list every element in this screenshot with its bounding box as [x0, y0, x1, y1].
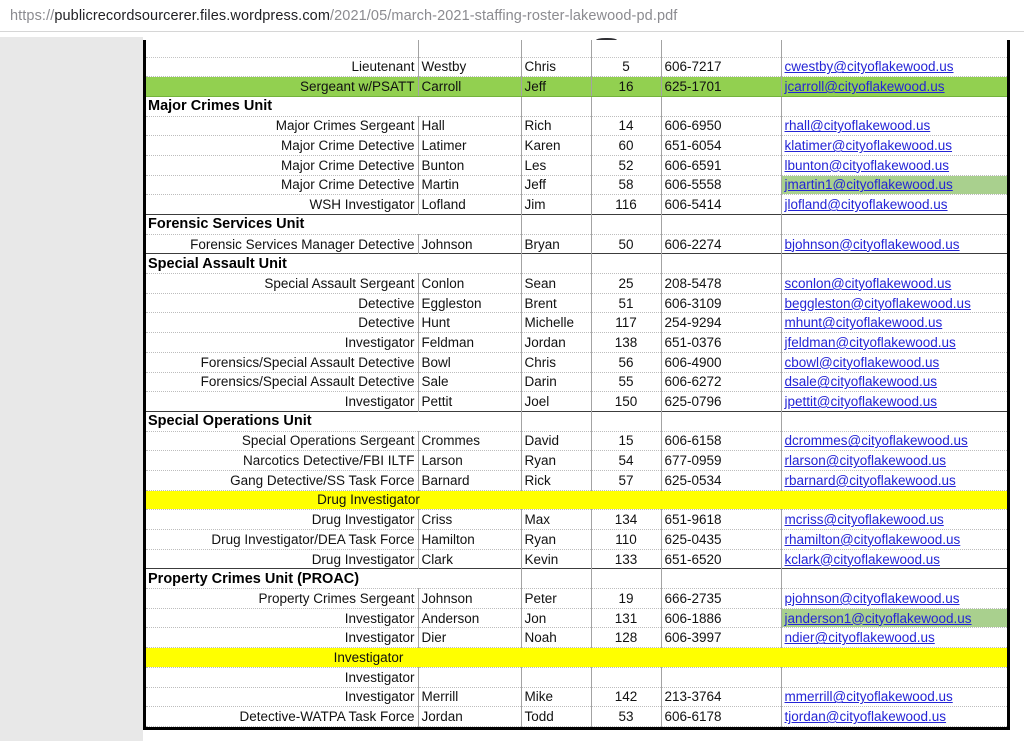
number-cell: 55: [591, 372, 661, 392]
email-cell: [781, 648, 1007, 668]
phone-cell: [661, 411, 781, 431]
phone-cell: 606-6272: [661, 372, 781, 392]
last-name-cell: Martin: [418, 175, 521, 195]
title-cell: Investigator: [146, 392, 418, 412]
email-link[interactable]: bjohnson@cityoflakewood.us: [784, 236, 960, 252]
title-cell: Drug Investigator: [146, 510, 418, 530]
last-name-cell: Larson: [418, 451, 521, 471]
first-name-cell: Jim: [521, 195, 591, 215]
roster-row: [146, 392, 1007, 412]
phone-cell: 625-0435: [661, 530, 781, 550]
email-cell: [781, 175, 1007, 195]
email-cell: [781, 530, 1007, 550]
first-name-cell: Jordan: [521, 333, 591, 353]
email-cell: [781, 293, 1007, 313]
number-cell: 15: [591, 431, 661, 451]
first-name-cell: [521, 569, 591, 589]
first-name-cell: [521, 667, 591, 687]
email-link[interactable]: jlofland@cityoflakewood.us: [784, 197, 948, 213]
roster-row: [146, 667, 1007, 687]
number-cell: [591, 215, 661, 235]
number-cell: 57: [591, 470, 661, 490]
email-cell: [781, 431, 1007, 451]
roster-row: [146, 628, 1007, 648]
number-cell: 56: [591, 352, 661, 372]
last-name-cell: Criss: [418, 510, 521, 530]
title-cell: Forensics/Special Assault Detective: [146, 372, 418, 392]
email-cell: [781, 96, 1007, 116]
first-name-cell: Jeff: [521, 175, 591, 195]
email-link[interactable]: mmerrill@cityoflakewood.us: [784, 689, 953, 705]
last-name-cell: Jordan: [418, 707, 521, 727]
phone-cell: 208-5478: [661, 274, 781, 294]
phone-cell: 606-5558: [661, 175, 781, 195]
phone-cell: 606-1886: [661, 608, 781, 628]
phone-cell: 606-4900: [661, 352, 781, 372]
number-cell: [591, 667, 661, 687]
email-cell: [781, 608, 1007, 628]
roster-row: [146, 333, 1007, 353]
title-cell: Investigator: [146, 687, 418, 707]
email-link[interactable]: beggleston@cityoflakewood.us: [784, 295, 971, 311]
email-link[interactable]: mhunt@cityoflakewood.us: [784, 315, 943, 331]
phone-cell: 651-9618: [661, 510, 781, 530]
number-cell: 52: [591, 155, 661, 175]
number-cell: 110: [591, 530, 661, 550]
roster-row: [146, 77, 1007, 97]
phone-cell: 606-3997: [661, 628, 781, 648]
title-cell: Narcotics Detective/FBI ILTF: [146, 451, 418, 471]
first-name-cell: [521, 96, 591, 116]
first-name-cell: Chris: [521, 352, 591, 372]
phone-cell: 625-1701: [661, 77, 781, 97]
number-cell: 19: [591, 589, 661, 609]
first-name-cell: Todd: [521, 707, 591, 727]
phone-cell: 606-6950: [661, 116, 781, 136]
phone-cell: 651-6520: [661, 549, 781, 569]
roster-row: [146, 687, 1007, 707]
email-cell: [781, 667, 1007, 687]
first-name-cell: David: [521, 431, 591, 451]
email-link[interactable]: rhall@cityoflakewood.us: [784, 118, 931, 134]
roster-row: [146, 57, 1007, 77]
phone-cell: 625-0534: [661, 470, 781, 490]
email-cell: [781, 451, 1007, 471]
phone-cell: 606-6591: [661, 155, 781, 175]
email-link[interactable]: cbowl@cityoflakewood.us: [784, 354, 940, 370]
email-link[interactable]: kclark@cityoflakewood.us: [784, 551, 941, 567]
phone-cell: [661, 96, 781, 116]
email-link[interactable]: jcarroll@cityoflakewood.us: [784, 79, 945, 95]
title-cell: Property Crimes Sergeant: [146, 589, 418, 609]
first-name-cell: Mike: [521, 687, 591, 707]
email-link[interactable]: rhamilton@cityoflakewood.us: [784, 531, 961, 547]
first-name-cell: Jeff: [521, 77, 591, 97]
first-name-cell: Karen: [521, 136, 591, 156]
email-cell: [781, 392, 1007, 412]
phone-cell: [661, 490, 781, 510]
first-name-cell: Ryan: [521, 530, 591, 550]
title-cell: Detective: [146, 293, 418, 313]
first-name-cell: [521, 215, 591, 235]
title-cell: Drug Investigator: [146, 490, 591, 510]
number-cell: [591, 490, 661, 510]
email-cell: [781, 313, 1007, 333]
title-cell: Major Crimes Sergeant: [146, 116, 418, 136]
roster-row: [146, 589, 1007, 609]
first-name-cell: Chris: [521, 57, 591, 77]
email-link[interactable]: dsale@cityoflakewood.us: [784, 374, 938, 390]
title-cell: Detective: [146, 313, 418, 333]
last-name-cell: [418, 667, 521, 687]
number-cell: 138: [591, 333, 661, 353]
first-name-cell: Peter: [521, 589, 591, 609]
last-name-cell: Hall: [418, 116, 521, 136]
section-header-row: [146, 254, 1007, 274]
last-name-cell: Carroll: [418, 77, 521, 97]
roster-row: [146, 510, 1007, 530]
email-link[interactable]: jfeldman@cityoflakewood.us: [784, 334, 956, 350]
title-cell: Major Crime Detective: [146, 175, 418, 195]
last-name-cell: Sale: [418, 372, 521, 392]
last-name-cell: Hunt: [418, 313, 521, 333]
email-link[interactable]: mcriss@cityoflakewood.us: [784, 512, 944, 528]
roster-row: [146, 293, 1007, 313]
email-cell: [781, 77, 1007, 97]
last-name-cell: Barnard: [418, 470, 521, 490]
title-cell: Investigator: [146, 608, 418, 628]
email-link[interactable]: cwestby@cityoflakewood.us: [784, 59, 954, 75]
email-cell: [781, 411, 1007, 431]
roster-row: [146, 431, 1007, 451]
first-name-cell: Sean: [521, 274, 591, 294]
last-name-cell: Johnson: [418, 234, 521, 254]
phone-cell: 606-6178: [661, 707, 781, 727]
email-cell: [781, 234, 1007, 254]
last-name-cell: Anderson: [418, 608, 521, 628]
phone-cell: 213-3764: [661, 687, 781, 707]
phone-cell: 651-0376: [661, 333, 781, 353]
title-cell: Forensic Services Manager Detective: [146, 234, 418, 254]
last-name-cell: Pettit: [418, 392, 521, 412]
phone-cell: [661, 667, 781, 687]
number-cell: 25: [591, 274, 661, 294]
roster-row: [146, 234, 1007, 254]
email-link[interactable]: jmartin1@cityoflakewood.us: [784, 177, 953, 193]
last-name-cell: Feldman: [418, 333, 521, 353]
phone-cell: 606-7217: [661, 57, 781, 77]
first-name-cell: Brent: [521, 293, 591, 313]
number-cell: [591, 254, 661, 274]
number-cell: 133: [591, 549, 661, 569]
title-cell: Investigator: [146, 648, 591, 668]
title-cell: Investigator: [146, 333, 418, 353]
roster-row: [146, 116, 1007, 136]
email-cell: [781, 352, 1007, 372]
number-cell: 134: [591, 510, 661, 530]
number-cell: 142: [591, 687, 661, 707]
first-name-cell: Rick: [521, 470, 591, 490]
first-name-cell: Max: [521, 510, 591, 530]
roster-row: [146, 470, 1007, 490]
email-cell: [781, 195, 1007, 215]
first-name-cell: Bryan: [521, 234, 591, 254]
email-cell: [781, 490, 1007, 510]
email-link[interactable]: sconlon@cityoflakewood.us: [784, 275, 952, 291]
title-cell: Special Operations Sergeant: [146, 431, 418, 451]
title-cell: Major Crime Detective: [146, 136, 418, 156]
number-cell: [591, 411, 661, 431]
phone-cell: [661, 648, 781, 668]
title-cell: Sergeant w/PSATT: [146, 77, 418, 97]
phone-cell: 606-2274: [661, 234, 781, 254]
email-link[interactable]: janderson1@cityoflakewood.us: [784, 610, 972, 626]
email-cell: [781, 116, 1007, 136]
url-scheme: https://: [10, 7, 55, 24]
vacant-position-row: [146, 648, 1007, 668]
number-cell: 14: [591, 116, 661, 136]
first-name-cell: Rich: [521, 116, 591, 136]
phone-cell: 606-5414: [661, 195, 781, 215]
roster-row: [146, 530, 1007, 550]
number-cell: 51: [591, 293, 661, 313]
email-cell: [781, 57, 1007, 77]
first-name-cell: Les: [521, 155, 591, 175]
first-name-cell: [521, 254, 591, 274]
email-cell: [781, 215, 1007, 235]
phone-cell: 606-3109: [661, 293, 781, 313]
last-name-cell: Dier: [418, 628, 521, 648]
roster-table-body: [146, 40, 1007, 726]
unit-name-cell: Property Crimes Unit (PROAC): [146, 569, 521, 589]
number-cell: 54: [591, 451, 661, 471]
number-cell: 128: [591, 628, 661, 648]
unit-name-cell: Forensic Services Unit: [146, 215, 521, 235]
last-name-cell: Conlon: [418, 274, 521, 294]
number-cell: 131: [591, 608, 661, 628]
email-cell: [781, 254, 1007, 274]
number-cell: [591, 648, 661, 668]
phone-cell: 606-6158: [661, 431, 781, 451]
email-cell: [781, 372, 1007, 392]
phone-cell: [661, 215, 781, 235]
email-link[interactable]: dcrommes@cityoflakewood.us: [784, 433, 968, 449]
first-name-cell: Darin: [521, 372, 591, 392]
phone-cell: 677-0959: [661, 451, 781, 471]
email-cell: [781, 510, 1007, 530]
last-name-cell: Westby: [418, 57, 521, 77]
title-cell: Investigator: [146, 667, 418, 687]
last-name-cell: Lofland: [418, 195, 521, 215]
last-name-cell: Hamilton: [418, 530, 521, 550]
last-name-cell: Bowl: [418, 352, 521, 372]
title-cell: Drug Investigator/DEA Task Force: [146, 530, 418, 550]
section-header-row: [146, 96, 1007, 116]
roster-row: [146, 136, 1007, 156]
last-name-cell: Latimer: [418, 136, 521, 156]
email-cell: [781, 155, 1007, 175]
roster-row: [146, 175, 1007, 195]
email-cell: [781, 549, 1007, 569]
number-cell: 50: [591, 234, 661, 254]
pdf-side-margin-panel: [0, 37, 143, 741]
number-cell: [591, 569, 661, 589]
email-cell: [781, 569, 1007, 589]
url-domain: publicrecordsourcerer.files.wordpress.com: [54, 7, 331, 24]
email-cell: [781, 136, 1007, 156]
title-cell: Gang Detective/SS Task Force: [146, 470, 418, 490]
email-cell: [781, 274, 1007, 294]
email-link[interactable]: rbarnard@cityoflakewood.us: [784, 472, 956, 488]
number-cell: 60: [591, 136, 661, 156]
phone-cell: 254-9294: [661, 313, 781, 333]
number-cell: [591, 96, 661, 116]
section-header-row: [146, 411, 1007, 431]
title-cell: Investigator: [146, 628, 418, 648]
number-cell: 5: [591, 57, 661, 77]
vacant-position-row: [146, 490, 1007, 510]
roster-row: [146, 352, 1007, 372]
phone-cell: [661, 254, 781, 274]
title-cell: Forensics/Special Assault Detective: [146, 352, 418, 372]
roster-row: [146, 549, 1007, 569]
email-cell: [781, 628, 1007, 648]
unit-name-cell: Major Crimes Unit: [146, 96, 521, 116]
last-name-cell: Crommes: [418, 431, 521, 451]
email-link[interactable]: tjordan@cityoflakewood.us: [784, 709, 947, 725]
roster-row: [146, 155, 1007, 175]
number-cell: 53: [591, 707, 661, 727]
first-name-cell: Michelle: [521, 313, 591, 333]
first-name-cell: Noah: [521, 628, 591, 648]
unit-name-cell: Special Operations Unit: [146, 411, 521, 431]
title-cell: Detective-WATPA Task Force: [146, 707, 418, 727]
first-name-cell: [521, 411, 591, 431]
title-cell: WSH Investigator: [146, 195, 418, 215]
browser-address-bar[interactable]: [0, 0, 1024, 32]
roster-row: [146, 195, 1007, 215]
roster-row: [146, 451, 1007, 471]
email-cell: [781, 707, 1007, 727]
email-cell: [781, 589, 1007, 609]
email-cell: [781, 687, 1007, 707]
first-name-cell: Joel: [521, 392, 591, 412]
number-cell: 150: [591, 392, 661, 412]
email-cell: [781, 470, 1007, 490]
phone-cell: 651-6054: [661, 136, 781, 156]
title-cell: Lieutenant: [146, 57, 418, 77]
unit-name-cell: Special Assault Unit: [146, 254, 521, 274]
roster-row: [146, 274, 1007, 294]
roster-row: [146, 707, 1007, 727]
email-link[interactable]: klatimer@cityoflakewood.us: [784, 138, 953, 154]
number-cell: 117: [591, 313, 661, 333]
email-link[interactable]: jpettit@cityoflakewood.us: [784, 394, 938, 410]
first-name-cell: Kevin: [521, 549, 591, 569]
url-path: /2021/05/march-2021-staffing-roster-lakewood-pd.pdf: [330, 7, 678, 24]
last-name-cell: Eggleston: [418, 293, 521, 313]
roster-row: [146, 372, 1007, 392]
last-name-cell: Clark: [418, 549, 521, 569]
email-link[interactable]: rlarson@cityoflakewood.us: [784, 453, 947, 469]
first-name-cell: Ryan: [521, 451, 591, 471]
last-name-cell: Merrill: [418, 687, 521, 707]
last-name-cell: Bunton: [418, 155, 521, 175]
email-link[interactable]: ndier@cityoflakewood.us: [784, 630, 935, 646]
title-cell: Special Assault Sergeant: [146, 274, 418, 294]
title-cell: Drug Investigator: [146, 549, 418, 569]
email-cell: [781, 333, 1007, 353]
phone-cell: [661, 569, 781, 589]
roster-row: [146, 608, 1007, 628]
staffing-roster-table: [143, 40, 1010, 730]
section-header-row: [146, 215, 1007, 235]
phone-cell: 666-2735: [661, 589, 781, 609]
phone-cell: 625-0796: [661, 392, 781, 412]
title-cell: Major Crime Detective: [146, 155, 418, 175]
email-link[interactable]: lbunton@cityoflakewood.us: [784, 157, 950, 173]
last-name-cell: Johnson: [418, 589, 521, 609]
email-link[interactable]: pjohnson@cityoflakewood.us: [784, 590, 960, 606]
number-cell: 16: [591, 77, 661, 97]
roster-row: [146, 313, 1007, 333]
first-name-cell: Jon: [521, 608, 591, 628]
number-cell: 116: [591, 195, 661, 215]
partial-top-row: [146, 40, 1007, 57]
section-header-row: [146, 569, 1007, 589]
number-cell: 58: [591, 175, 661, 195]
